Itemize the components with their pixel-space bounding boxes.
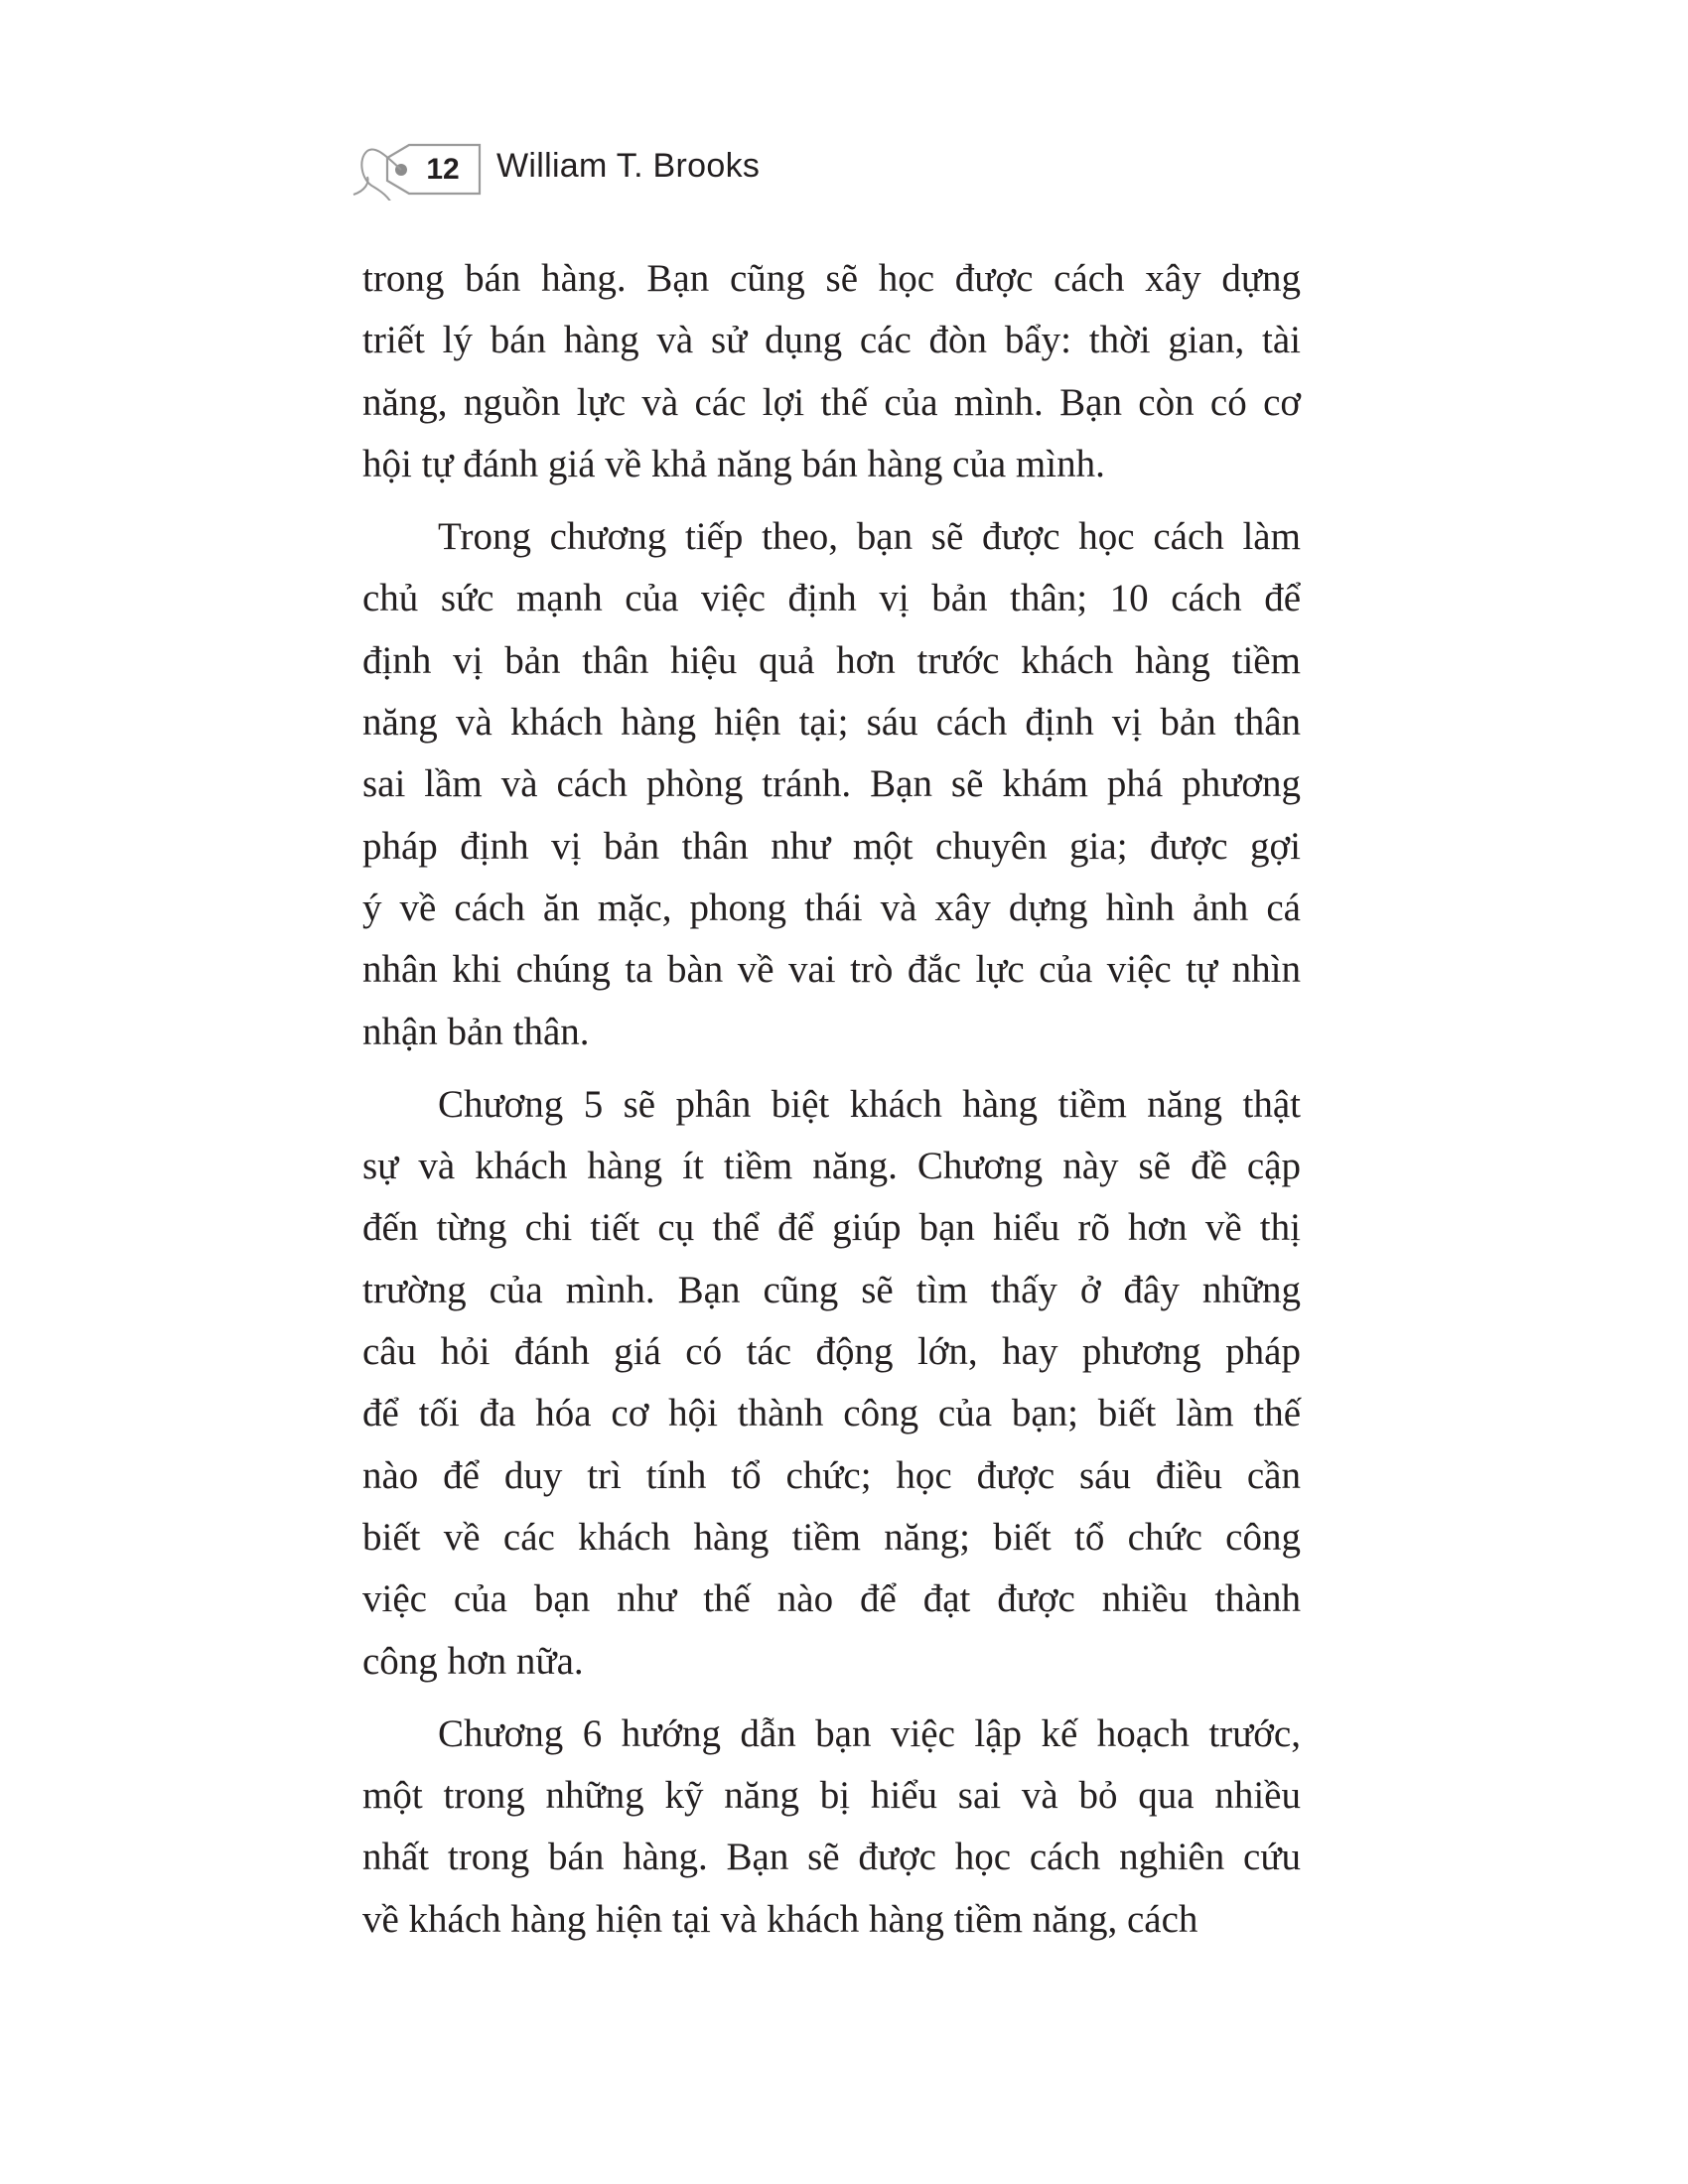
text-line (362, 434, 1301, 495)
text-line-content: ý về cách ăn mặc, phong thái và xây dựng hình ảnh cá (362, 886, 1301, 929)
text-line-content: sự và khách hàng ít tiềm năng. Chương này sẽ đề cập (362, 1145, 1302, 1188)
text-line (362, 1704, 1301, 1765)
text-line-content: nhất trong bán hàng. Bạn sẽ được học cách nghiên cứu (362, 1836, 1301, 1879)
text-line (362, 1445, 1301, 1507)
text-line (362, 692, 1301, 753)
text-line (362, 878, 1301, 939)
text-line-content: năng và khách hàng hiện tại; sáu cách định vị bản thân (362, 701, 1302, 745)
text-line (362, 1260, 1301, 1321)
text-line (362, 568, 1301, 629)
text-line (362, 372, 1301, 434)
text-line-content: sai lầm và cách phòng tránh. Bạn sẽ khám phá phương (362, 762, 1301, 806)
paragraph (362, 1704, 1301, 1951)
text-line (362, 939, 1301, 1001)
text-line-content: biết về các khách hàng tiềm năng; biết tổ chức công (362, 1515, 1301, 1559)
author-name: William T. Brooks (496, 147, 761, 185)
text-line-content: một trong những kỹ năng bị hiểu sai và bỏ qua nhiều (362, 1774, 1301, 1818)
text-line-content: Chương 6 hướng dẫn bạn việc lập kế hoạch trước, (438, 1711, 1301, 1755)
text-line (362, 506, 1301, 568)
text-line-content: nào để duy trì tính tổ chức; học được sáu điều cần (362, 1453, 1301, 1497)
text-line (362, 248, 1301, 310)
text-line-content: hội tự đánh giá về khả năng bán hàng của mình. (362, 442, 1105, 485)
text-line (362, 1631, 1301, 1693)
text-line (362, 1136, 1301, 1197)
text-line-content: trong bán hàng. Bạn cũng sẽ học được cách xây dựng (362, 257, 1301, 300)
text-line (362, 1569, 1301, 1630)
text-line-content: năng, nguồn lực và các lợi thế của mình. Bạn còn có cơ (362, 380, 1302, 424)
paragraph (362, 248, 1301, 495)
text-line-content: Chương 5 sẽ phân biệt khách hàng tiềm năng thật (438, 1082, 1301, 1126)
text-line-content: chủ sức mạnh của việc định vị bản thân; 10 cách để (362, 577, 1302, 620)
text-line-content: để tối đa hóa cơ hội thành công của bạn; biết làm thế (362, 1392, 1302, 1435)
text-line (362, 630, 1301, 692)
paragraph (362, 1074, 1301, 1693)
text-line (362, 753, 1301, 815)
text-line (362, 1321, 1301, 1383)
text-line-content: pháp định vị bản thân như một chuyên gia; được gợi (362, 824, 1301, 868)
text-line (362, 310, 1301, 371)
text-line (362, 1002, 1301, 1063)
running-header (348, 137, 943, 201)
text-line-content: Trong chương tiếp theo, bạn sẽ được học cách làm (438, 515, 1301, 559)
text-line-content: việc của bạn như thế nào để đạt được nhiều thành (362, 1577, 1301, 1621)
text-line (362, 1074, 1301, 1136)
text-line-content: nhân khi chúng ta bàn về vai trò đắc lực của việc tự nhìn (362, 948, 1301, 992)
text-line-content: đến từng chi tiết cụ thể để giúp bạn hiểu rõ hơn về thị (362, 1206, 1301, 1250)
text-line-content: định vị bản thân hiệu quả hơn trước khách hàng tiềm (362, 638, 1301, 682)
text-line-content: trường của mình. Bạn cũng sẽ tìm thấy ở đây những (362, 1268, 1301, 1311)
text-line (362, 1197, 1301, 1259)
text-line-content: câu hỏi đánh giá có tác động lớn, hay phương pháp (362, 1330, 1301, 1374)
text-line-content: về khách hàng hiện tại và khách hàng tiềm năng, cách (362, 1897, 1198, 1941)
text-line (362, 1827, 1301, 1888)
text-line-content: triết lý bán hàng và sử dụng các đòn bẩy: thời gian, tài (362, 319, 1301, 362)
text-line (362, 816, 1301, 878)
page-number: 12 (426, 153, 460, 186)
text-line-content: công hơn nữa. (362, 1639, 584, 1683)
text-line (362, 1765, 1301, 1827)
text-line (362, 1889, 1301, 1951)
text-line (362, 1507, 1301, 1569)
text-line (362, 1383, 1301, 1444)
body-text (362, 248, 1301, 1962)
text-line-content: nhận bản thân. (362, 1010, 590, 1053)
paragraph (362, 506, 1301, 1063)
